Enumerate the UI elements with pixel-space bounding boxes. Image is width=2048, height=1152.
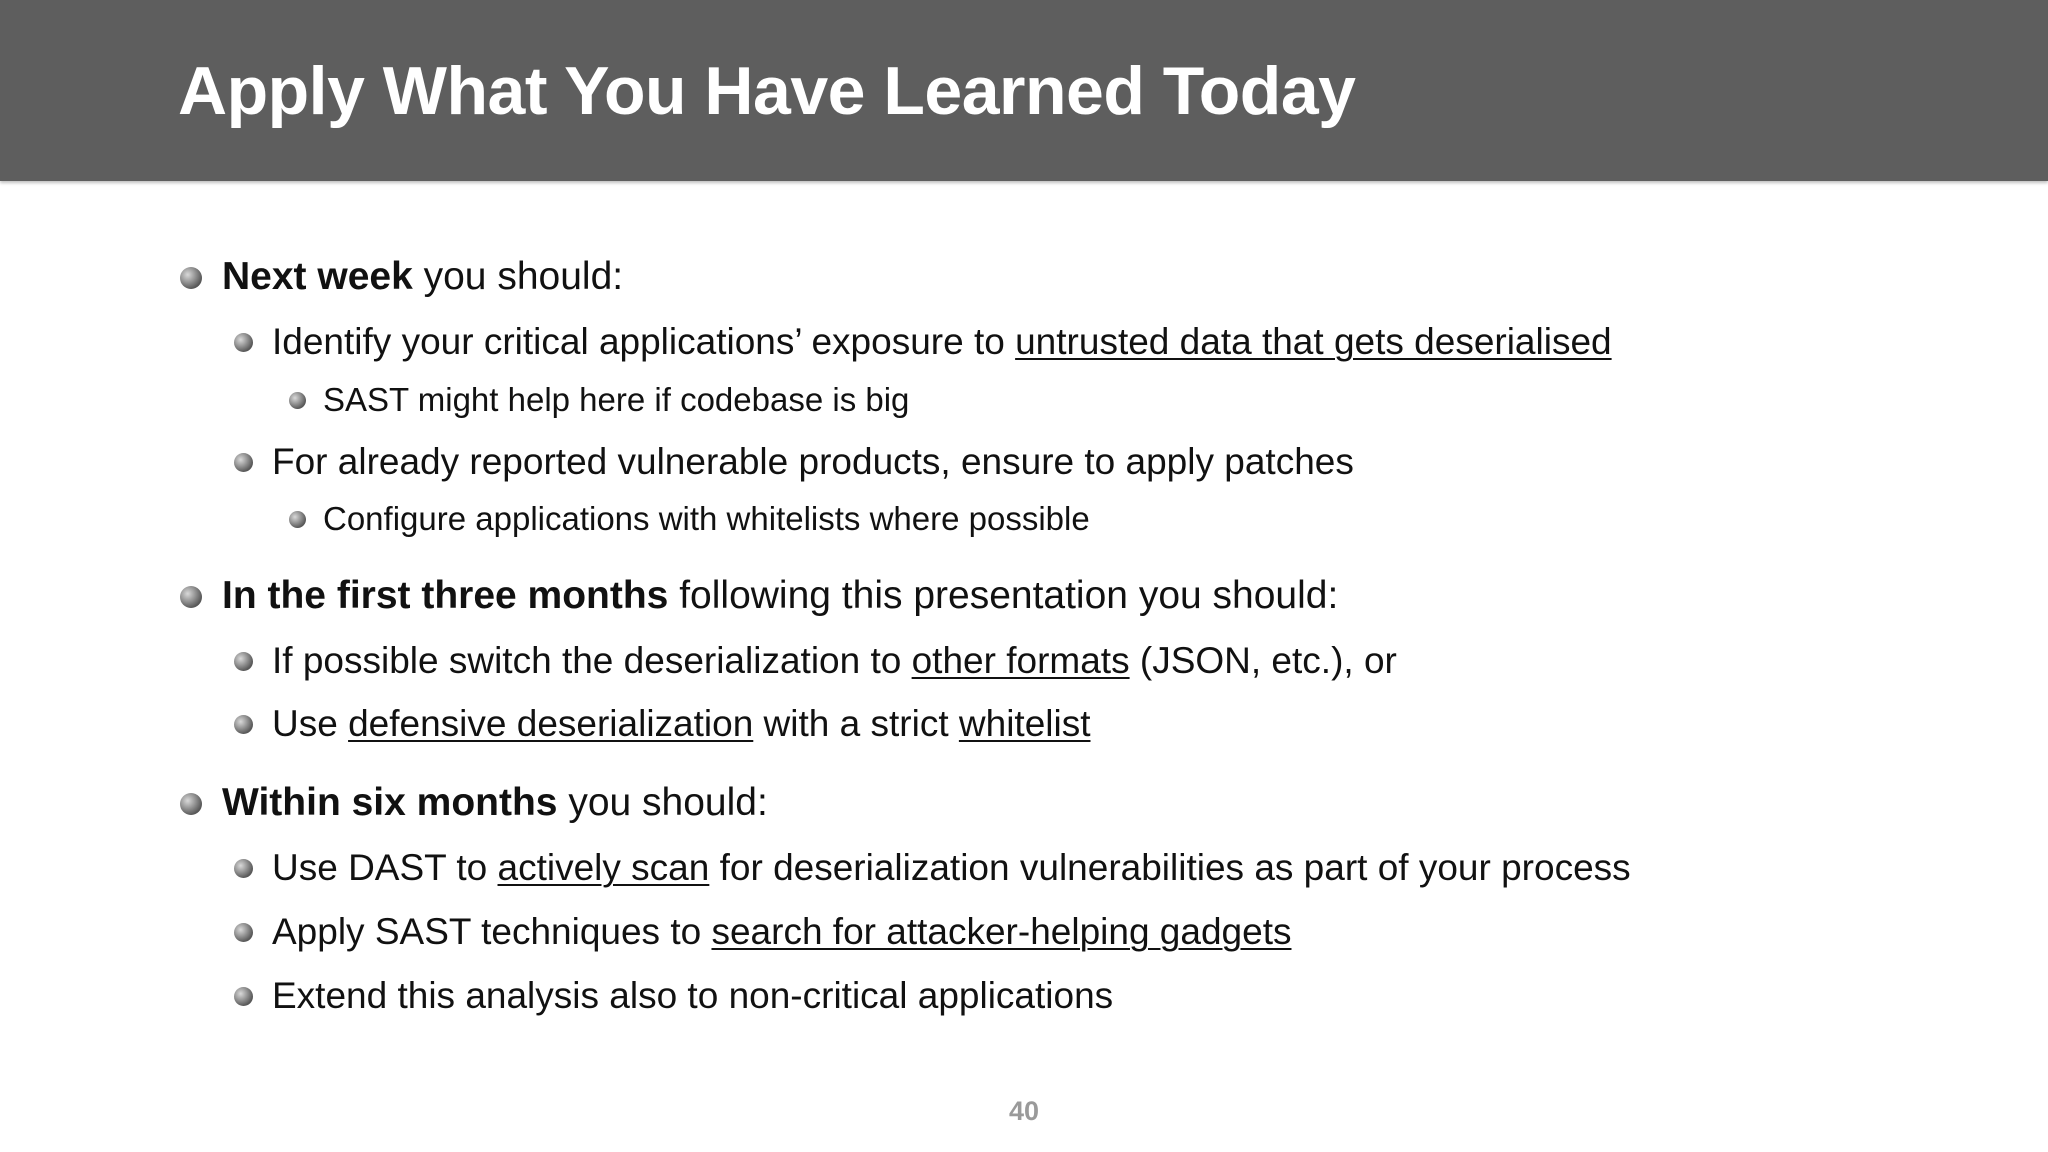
bullet-apply-patches [272, 441, 1354, 483]
bullet-dot-icon [180, 586, 202, 608]
link-whitelist[interactable]: whitelist [958, 703, 1091, 744]
bullet-text: you should: [557, 781, 768, 824]
bullet-text: If possible switch the deserialization to [272, 640, 912, 681]
bullet-text: Identify your critical applications’ exposure to [272, 321, 1016, 362]
bullet-switch-formats [272, 640, 1397, 682]
bullet-dot-icon [234, 987, 253, 1006]
bullet-dot-icon [289, 392, 306, 409]
bullet-dast-scan [272, 847, 1631, 889]
bullet-identify-exposure [272, 321, 1612, 363]
bullet-text: Apply SAST techniques to [272, 911, 712, 952]
bullet-defensive-deserialization [272, 703, 1091, 745]
bullet-bold-text: In the first three months [222, 574, 669, 617]
bullet-text: For already reported vulnerable products, ensure to apply patches [272, 441, 1354, 482]
bullet-dot-icon [234, 453, 253, 472]
bullet-dot-icon [180, 793, 202, 815]
bullet-within-six-months [222, 781, 768, 825]
bullet-text: Configure applications with whitelists where possible [323, 500, 1090, 537]
bullet-sast-gadgets [272, 911, 1291, 953]
bullet-next-week [222, 255, 623, 299]
link-untrusted-data[interactable]: untrusted data that gets deserialised [1015, 321, 1612, 362]
bullet-text: with a strict [753, 703, 959, 744]
bullet-dot-icon [289, 511, 306, 528]
bullet-sast-help [323, 381, 909, 419]
bullet-text: Use DAST to [272, 847, 498, 888]
bullet-bold-text: Next week [222, 255, 413, 298]
slide-title: Apply What You Have Learned Today [178, 53, 1356, 129]
bullet-extend-analysis [272, 975, 1113, 1017]
link-actively-scan[interactable]: actively scan [497, 847, 710, 888]
bullet-text: you should: [412, 255, 624, 298]
bullet-text: SAST might help here if codebase is big [323, 381, 910, 418]
page-number: 40 [1008, 1096, 1040, 1126]
bullet-dot-icon [234, 859, 253, 878]
bullet-text: Extend this analysis also to non-critical applications [272, 975, 1114, 1016]
bullet-text: for deserialization vulnerabilities as part of your process [709, 847, 1631, 888]
bullet-dot-icon [234, 715, 253, 734]
bullet-text: (JSON, etc.), or [1129, 640, 1397, 681]
bullet-dot-icon [180, 267, 202, 289]
bullet-text: Use [272, 703, 349, 744]
link-attacker-gadgets[interactable]: search for attacker-helping gadgets [711, 911, 1292, 952]
title-bar [0, 0, 2048, 181]
link-defensive-deserialization[interactable]: defensive deserialization [348, 703, 754, 744]
bullet-bold-text: Within six months [222, 781, 558, 824]
link-other-formats[interactable]: other formats [911, 640, 1130, 681]
bullet-configure-whitelists [323, 500, 1090, 538]
bullet-dot-icon [234, 652, 253, 671]
bullet-dot-icon [234, 333, 253, 352]
bullet-first-three-months [222, 574, 1338, 618]
bullet-dot-icon [234, 923, 253, 942]
bullet-text: following this presentation you should: [668, 574, 1339, 617]
